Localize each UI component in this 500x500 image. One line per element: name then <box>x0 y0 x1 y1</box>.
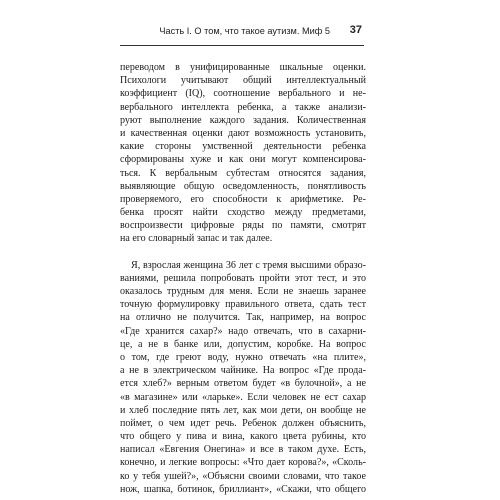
text-line: на его словарный запас и так далее. <box>120 233 273 245</box>
text-line: Психологи учитывают общий интеллектуальный <box>120 75 366 87</box>
paragraph-2 <box>120 259 366 496</box>
text-line: написал «Евгения Онегина» и все в таком духе. Есть, <box>120 444 366 456</box>
text-line: и качественная оценки дают возможность установить, <box>120 127 366 139</box>
text-line: сформированы хуже и как они могут компенсирова- <box>120 154 366 166</box>
text-line: «в магазине» или «ларьке». Если человек не ест сахар <box>120 391 366 403</box>
text-line: о том, где греют воду, нужно отвечать «на плите», <box>120 351 366 363</box>
text-line: поймет, о чем идет речь. Ребенок должен объяснить, <box>120 417 366 429</box>
text-line: выявляющие общую осведомленность, понятливость <box>120 180 366 192</box>
text-line: Я, взрослая женщина 36 лет с тремя высшими образо- <box>131 259 366 271</box>
text-line: це, а не в банке или, допустим, коробке. На вопрос <box>120 338 366 350</box>
text-line: руют выполнение каждого задания. Количественная <box>120 114 366 126</box>
text-line: оказалось трудным для меня. Если не знаешь заранее <box>120 286 366 297</box>
running-head <box>0 19 364 41</box>
text-line: конечно, и легкие вопросы: «Что дает корова?», «Сколь- <box>120 457 366 469</box>
text-line: переводом в унифицированные шкальные оценки. <box>120 62 366 73</box>
text-line: точную формулировку правильного ответа, сдать тест <box>120 299 366 311</box>
text-line: что общего у пива и вина, какого цвета рубины, кто <box>120 431 366 443</box>
text-line: и хлеб последние пять лет, как мои дети, он вообще не <box>120 404 366 416</box>
page-number: 37 <box>349 24 362 36</box>
text-line: проверяемого, его способности к арифметике. Ре- <box>120 193 366 205</box>
text-line: на отлично не получится. Так, например, на вопрос <box>120 312 366 324</box>
text-line: ваниями, решила попробовать пройти этот тест, и это <box>120 272 366 284</box>
text-line: а не в электрическом чайнике. На вопрос «Где прода- <box>120 365 366 377</box>
paragraph-spacer <box>120 246 366 259</box>
text-line: бенка просят найти сходство между предметами, <box>120 207 366 219</box>
text-line: «Где хранится сахар?» надо отвечать, что в сахарни- <box>120 325 366 337</box>
text-line: нож, шапка, ботинок, бриллиант», «Скажи, что общего <box>120 483 366 495</box>
text-line: ется хлеб?» верным ответом будет «в булочной», а не <box>120 378 366 390</box>
text-line: какие стороны умственной деятельности ребенка <box>120 141 366 153</box>
paragraph-1 <box>120 61 366 246</box>
text-line: ко у тебя ушей?», «Объясни своими словами, что такое <box>120 470 366 482</box>
text-line: вербального интеллекта ребенка, а также анализи- <box>120 101 366 113</box>
text-line: воспроизвести цифровые ряды по памяти, смотрят <box>120 220 366 232</box>
header-rule <box>120 45 364 46</box>
text-line: коэффициент (IQ), соотношение вербального и не- <box>120 88 366 100</box>
text-line: ться. К вербальным субтестам относятся задания, <box>120 167 366 179</box>
page-body <box>120 61 366 496</box>
running-head-title: Часть I. О том, что такое аутизм. Миф 5 <box>159 26 330 36</box>
